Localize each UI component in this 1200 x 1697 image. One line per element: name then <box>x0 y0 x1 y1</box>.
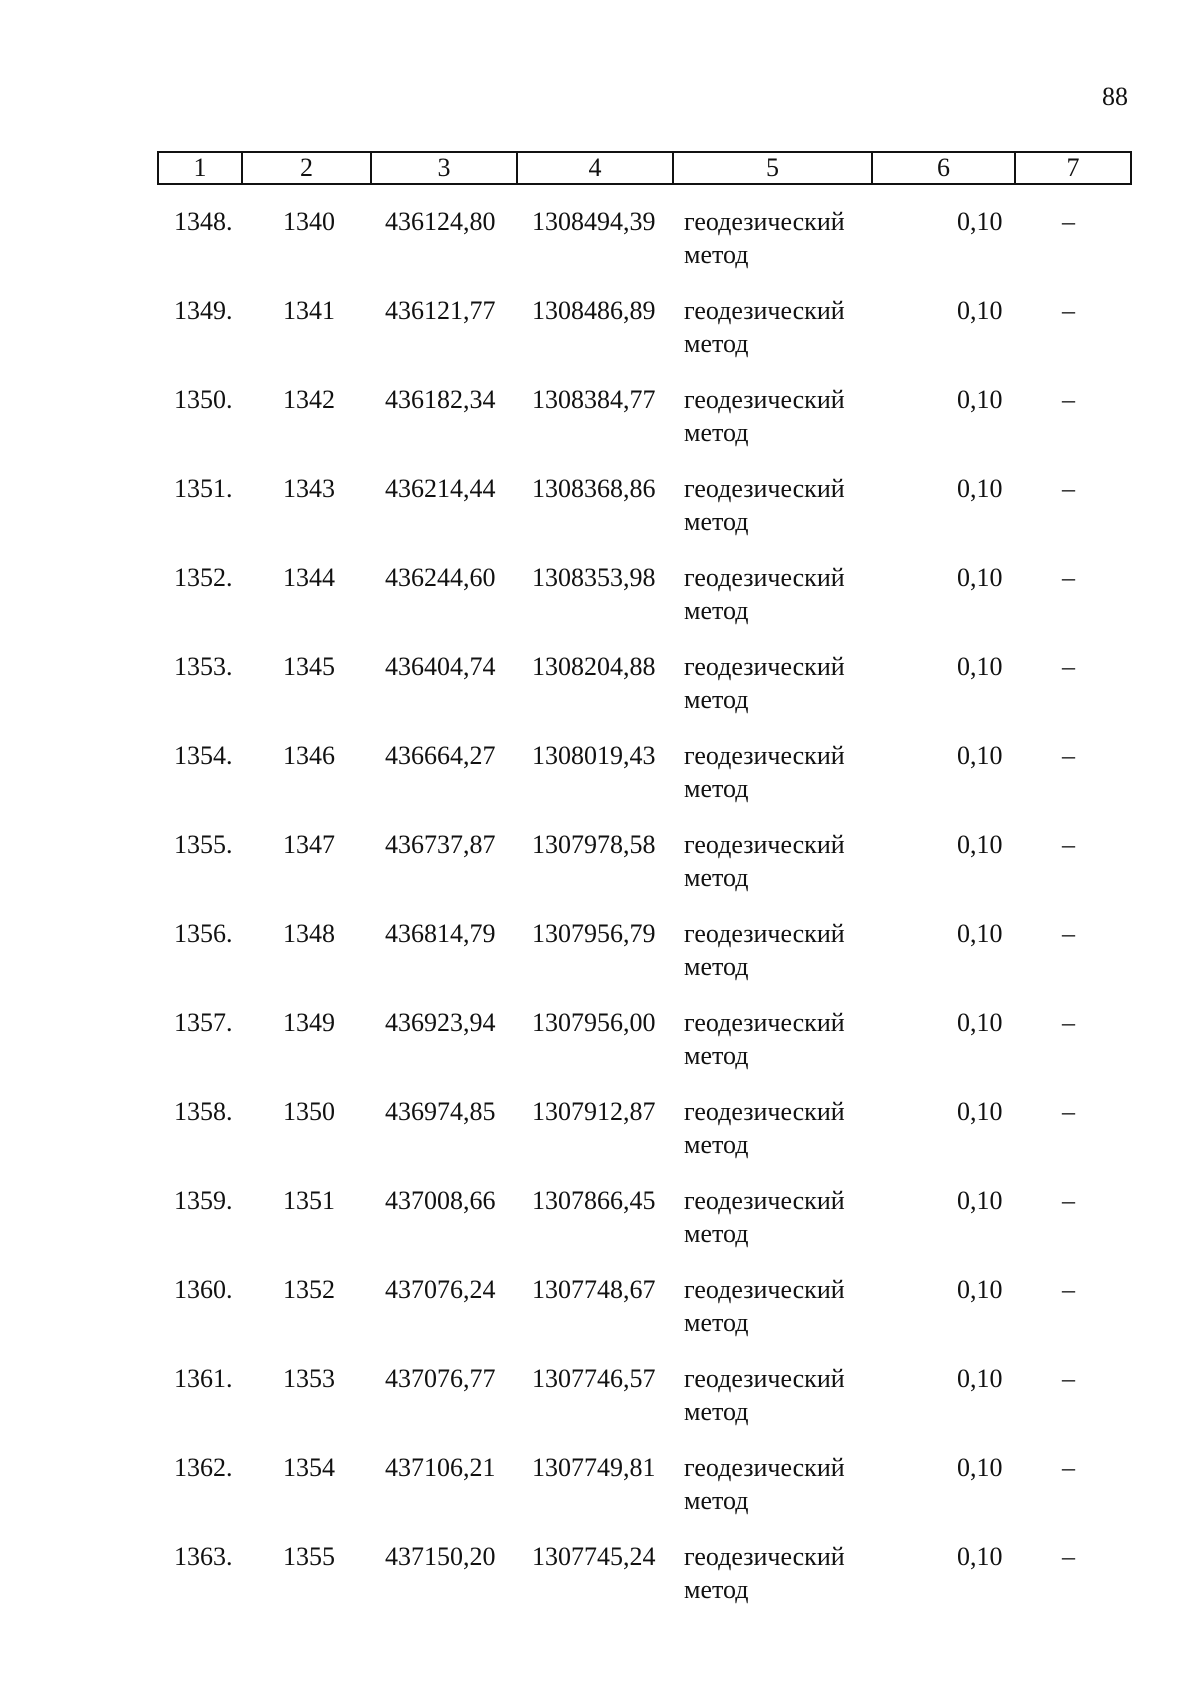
table-row <box>157 383 1132 472</box>
point-id: 1344 <box>283 563 335 592</box>
point-id: 1342 <box>283 385 335 414</box>
coord-y: 1307912,87 <box>532 1097 656 1126</box>
note: – <box>1062 652 1075 681</box>
note: – <box>1062 830 1075 859</box>
method: геодезический метод <box>684 563 845 625</box>
method: геодезический метод <box>684 1097 845 1159</box>
row-number: 1356. <box>174 919 233 948</box>
row-number: 1349. <box>174 296 233 325</box>
table-row <box>157 205 1132 294</box>
row-number: 1361. <box>174 1364 233 1393</box>
table-row <box>157 1184 1132 1273</box>
note: – <box>1062 1275 1075 1304</box>
coord-x: 437076,77 <box>385 1364 496 1393</box>
coord-x: 437106,21 <box>385 1453 496 1482</box>
coord-y: 1308019,43 <box>532 741 656 770</box>
accuracy: 0,10 <box>957 652 1003 681</box>
point-id: 1355 <box>283 1542 335 1571</box>
table-row <box>157 1006 1132 1095</box>
accuracy: 0,10 <box>957 1008 1003 1037</box>
coord-x: 436214,44 <box>385 474 496 503</box>
coord-y: 1307978,58 <box>532 830 656 859</box>
accuracy: 0,10 <box>957 1364 1003 1393</box>
header-cell-3: 3 <box>372 153 518 183</box>
coord-y: 1308494,39 <box>532 207 656 236</box>
table-row <box>157 294 1132 383</box>
row-number: 1353. <box>174 652 233 681</box>
method: геодезический метод <box>684 207 845 269</box>
coord-y: 1307956,79 <box>532 919 656 948</box>
table-row <box>157 828 1132 917</box>
note: – <box>1062 296 1075 325</box>
method: геодезический метод <box>684 385 845 447</box>
method: геодезический метод <box>684 1186 845 1248</box>
point-id: 1351 <box>283 1186 335 1215</box>
coord-y: 1307866,45 <box>532 1186 656 1215</box>
point-id: 1347 <box>283 830 335 859</box>
note: – <box>1062 207 1075 236</box>
accuracy: 0,10 <box>957 919 1003 948</box>
point-id: 1353 <box>283 1364 335 1393</box>
accuracy: 0,10 <box>957 1453 1003 1482</box>
table-row <box>157 1362 1132 1451</box>
note: – <box>1062 1097 1075 1126</box>
coord-x: 437150,20 <box>385 1542 496 1571</box>
coord-y: 1308204,88 <box>532 652 656 681</box>
header-cell-5: 5 <box>674 153 873 183</box>
table-row <box>157 1095 1132 1184</box>
point-id: 1354 <box>283 1453 335 1482</box>
table-row <box>157 1273 1132 1362</box>
point-id: 1341 <box>283 296 335 325</box>
point-id: 1346 <box>283 741 335 770</box>
coord-x: 436737,87 <box>385 830 496 859</box>
row-number: 1363. <box>174 1542 233 1571</box>
accuracy: 0,10 <box>957 1275 1003 1304</box>
note: – <box>1062 1186 1075 1215</box>
row-number: 1358. <box>174 1097 233 1126</box>
point-id: 1350 <box>283 1097 335 1126</box>
note: – <box>1062 1542 1075 1571</box>
header-cell-2: 2 <box>243 153 372 183</box>
coord-x: 436923,94 <box>385 1008 496 1037</box>
table-row <box>157 472 1132 561</box>
method: геодезический метод <box>684 296 845 358</box>
row-number: 1355. <box>174 830 233 859</box>
coord-x: 437008,66 <box>385 1186 496 1215</box>
point-id: 1349 <box>283 1008 335 1037</box>
note: – <box>1062 385 1075 414</box>
point-id: 1343 <box>283 474 335 503</box>
coord-x: 436121,77 <box>385 296 496 325</box>
coord-x: 437076,24 <box>385 1275 496 1304</box>
coord-x: 436404,74 <box>385 652 496 681</box>
coord-y: 1307745,24 <box>532 1542 656 1571</box>
coord-x: 436664,27 <box>385 741 496 770</box>
method: геодезический метод <box>684 1008 845 1070</box>
coord-y: 1307956,00 <box>532 1008 656 1037</box>
method: геодезический метод <box>684 1542 845 1604</box>
note: – <box>1062 741 1075 770</box>
row-number: 1360. <box>174 1275 233 1304</box>
coord-x: 436244,60 <box>385 563 496 592</box>
point-id: 1340 <box>283 207 335 236</box>
table-header <box>157 151 1132 185</box>
coord-y: 1308486,89 <box>532 296 656 325</box>
header-cell-7: 7 <box>1066 153 1080 182</box>
row-number: 1362. <box>174 1453 233 1482</box>
row-number: 1350. <box>174 385 233 414</box>
table-row <box>157 1451 1132 1540</box>
point-id: 1352 <box>283 1275 335 1304</box>
accuracy: 0,10 <box>957 207 1003 236</box>
note: – <box>1062 474 1075 503</box>
table-row <box>157 917 1132 1006</box>
coord-y: 1307749,81 <box>532 1453 656 1482</box>
header-cell-1: 1 <box>159 153 243 183</box>
accuracy: 0,10 <box>957 1542 1003 1571</box>
accuracy: 0,10 <box>957 385 1003 414</box>
coord-x: 436974,85 <box>385 1097 496 1126</box>
method: геодезический метод <box>684 1364 845 1426</box>
table-body <box>157 205 1132 1629</box>
point-id: 1348 <box>283 919 335 948</box>
coord-y: 1307748,67 <box>532 1275 656 1304</box>
coord-y: 1308368,86 <box>532 474 656 503</box>
accuracy: 0,10 <box>957 563 1003 592</box>
point-id: 1345 <box>283 652 335 681</box>
row-number: 1352. <box>174 563 233 592</box>
method: геодезический метод <box>684 1453 845 1515</box>
row-number: 1359. <box>174 1186 233 1215</box>
method: геодезический метод <box>684 474 845 536</box>
note: – <box>1062 1453 1075 1482</box>
note: – <box>1062 919 1075 948</box>
coord-y: 1308384,77 <box>532 385 656 414</box>
method: геодезический метод <box>684 1275 845 1337</box>
method: геодезический метод <box>684 919 845 981</box>
header-cell-4: 4 <box>518 153 674 183</box>
accuracy: 0,10 <box>957 830 1003 859</box>
row-number: 1351. <box>174 474 233 503</box>
method: геодезический метод <box>684 830 845 892</box>
note: – <box>1062 1364 1075 1393</box>
row-number: 1348. <box>174 207 233 236</box>
coord-x: 436814,79 <box>385 919 496 948</box>
coord-x: 436124,80 <box>385 207 496 236</box>
note: – <box>1062 563 1075 592</box>
coord-x: 436182,34 <box>385 385 496 414</box>
page-number: 88 <box>1102 82 1128 111</box>
coord-y: 1307746,57 <box>532 1364 656 1393</box>
method: геодезический метод <box>684 652 845 714</box>
row-number: 1354. <box>174 741 233 770</box>
accuracy: 0,10 <box>957 741 1003 770</box>
accuracy: 0,10 <box>957 296 1003 325</box>
method: геодезический метод <box>684 741 845 803</box>
table-row <box>157 739 1132 828</box>
table-row <box>157 650 1132 739</box>
accuracy: 0,10 <box>957 1186 1003 1215</box>
table-row <box>157 1540 1132 1629</box>
note: – <box>1062 1008 1075 1037</box>
accuracy: 0,10 <box>957 474 1003 503</box>
coord-y: 1308353,98 <box>532 563 656 592</box>
row-number: 1357. <box>174 1008 233 1037</box>
table-row <box>157 561 1132 650</box>
header-cell-6: 6 <box>873 153 1016 183</box>
accuracy: 0,10 <box>957 1097 1003 1126</box>
